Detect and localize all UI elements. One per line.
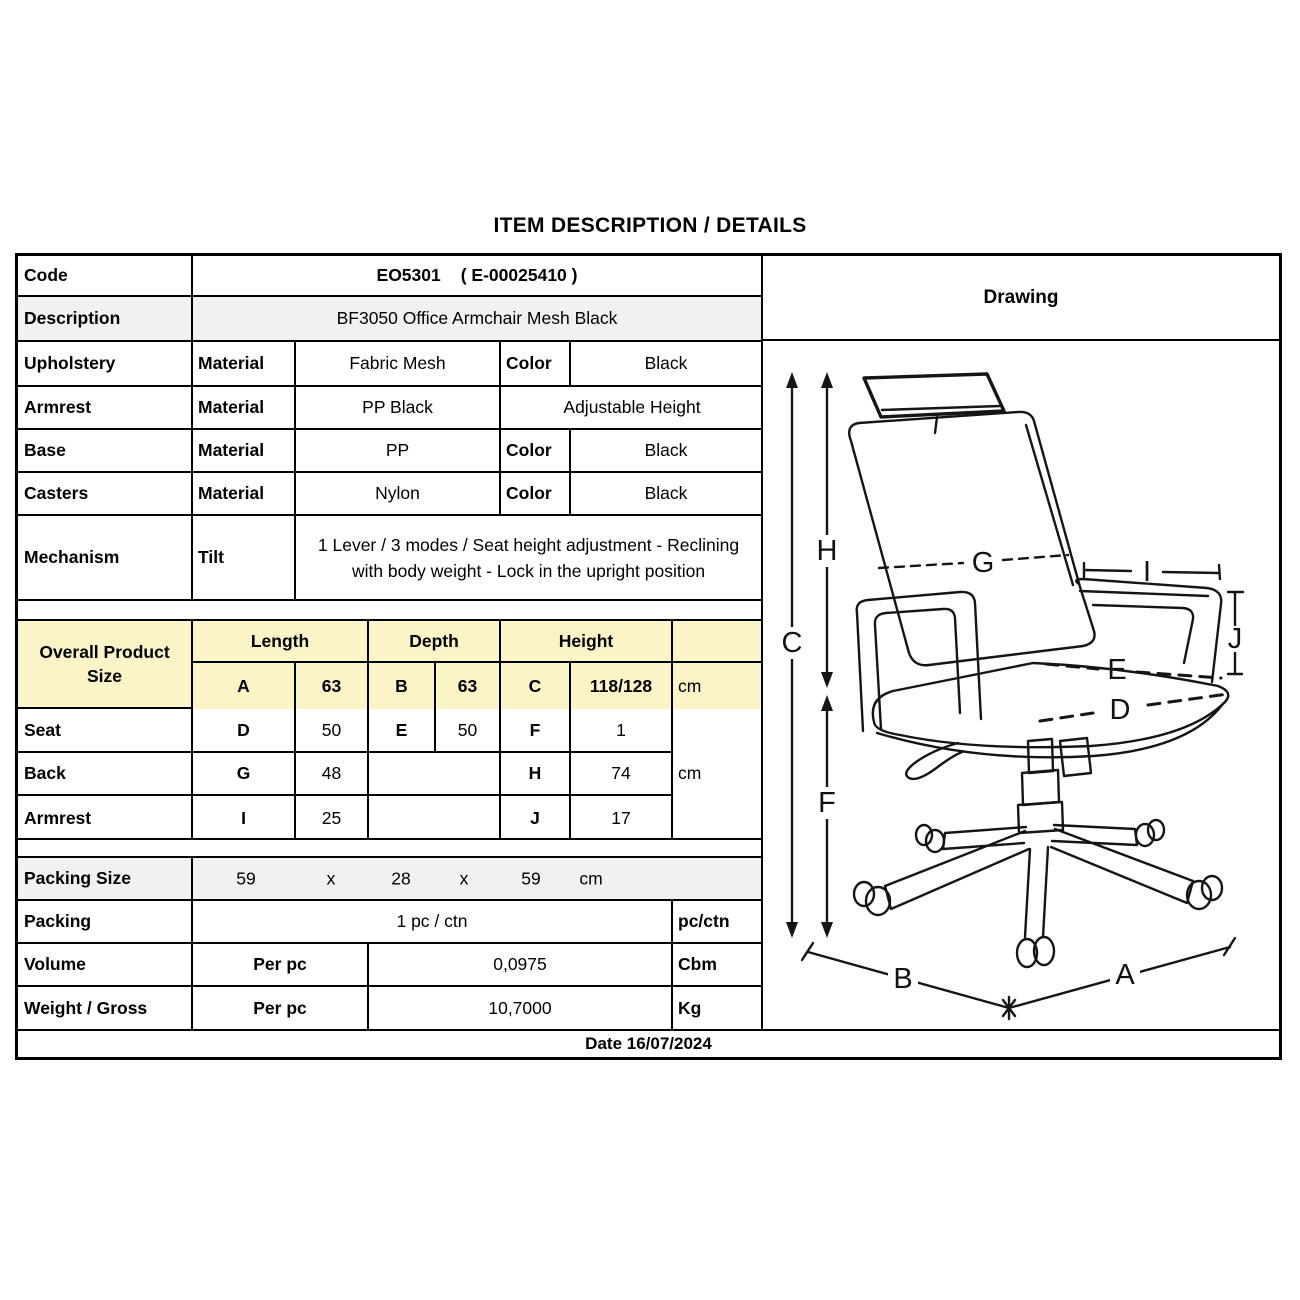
seat-size-row [18, 709, 673, 753]
depth-header: Depth [369, 621, 501, 661]
packing-size-d3: 59 [521, 868, 541, 888]
weight-label: Weight / Gross [18, 987, 193, 1029]
seat-height-key: F [501, 709, 571, 751]
label-F: F [818, 787, 836, 819]
packing-size-d2: 28 [391, 868, 411, 888]
date-row [18, 1029, 1279, 1057]
overall-depth-value: 63 [436, 663, 501, 709]
base-color-value: Black [644, 440, 688, 460]
spec-sheet-frame [15, 253, 1282, 1060]
label-J: J [1227, 623, 1243, 655]
armrest-height-value: 17 [571, 796, 673, 840]
base-color-key: Color [501, 430, 571, 471]
weight-unit: Kg [678, 997, 702, 1018]
casters-color-key: Color [501, 473, 571, 514]
code-value-alt: ( E-00025410 ) [460, 265, 578, 285]
drawing-panel [763, 256, 1279, 1029]
height-header: Height [501, 621, 673, 661]
armrest-size-label: Armrest [18, 796, 193, 840]
back-label: Back [18, 753, 193, 794]
overall-length-key: A [193, 663, 296, 709]
seat-length-key: D [193, 709, 296, 751]
back-height-value: 74 [571, 753, 673, 794]
page-title: ITEM DESCRIPTION / DETAILS [493, 214, 807, 237]
back-length-value: 48 [296, 753, 369, 794]
packing-size-row [18, 858, 761, 901]
chair-technical-drawing [763, 341, 1279, 1029]
packing-size-label: Packing Size [18, 858, 193, 899]
back-depth-empty [369, 753, 501, 794]
weight-value: 10,7000 [369, 987, 673, 1029]
seat-depth-key: E [369, 709, 436, 751]
dimension-line-H [812, 372, 842, 688]
armrest-depth-empty [369, 796, 501, 840]
packing-size-x1: x [326, 868, 336, 888]
volume-value: 0,0975 [369, 944, 673, 985]
base-row [18, 430, 761, 473]
overall-size-unit: cm [678, 675, 702, 696]
code-label: Code [18, 256, 193, 295]
drawing-header: Drawing [763, 256, 1279, 341]
overall-size-row [193, 663, 761, 709]
label-B: B [893, 963, 913, 995]
code-value-main: EO5301 [376, 265, 441, 285]
size-header-columns [193, 621, 761, 707]
seat [873, 663, 1228, 757]
size-dim-header-row [193, 621, 761, 663]
overall-length-value: 63 [296, 663, 369, 709]
dimension-line-D [1040, 694, 1228, 721]
volume-label: Volume [18, 944, 193, 985]
size-header-empty [673, 621, 761, 661]
packing-value: 1 pc / ctn [193, 901, 673, 942]
upholstery-row [18, 342, 761, 387]
armrest-adjustable: Adjustable Height [563, 397, 701, 417]
volume-unit: Cbm [678, 954, 717, 974]
base-label: Base [18, 430, 193, 471]
mechanism-label: Mechanism [18, 516, 193, 599]
mechanism-key: Tilt [193, 516, 296, 599]
base-material-key: Material [193, 430, 296, 471]
upholstery-material-key: Material [193, 342, 296, 385]
seat-label: Seat [18, 709, 193, 751]
armrest-label: Armrest [18, 387, 193, 428]
back-height-key: H [501, 753, 571, 794]
label-G: G [971, 547, 995, 579]
size-detail-unit: cm [678, 763, 702, 783]
packing-size-x2: x [459, 868, 469, 888]
volume-row [18, 944, 761, 987]
sheet-main [18, 256, 1279, 1029]
description-value: BF3050 Office Armchair Mesh Black [336, 308, 618, 328]
overall-height-value: 118/128 [571, 663, 673, 709]
volume-per: Per pc [193, 944, 369, 985]
spacer-row-1 [18, 601, 761, 621]
packing-size-value [193, 858, 761, 899]
mechanism-row [18, 516, 761, 601]
casters-label: Casters [18, 473, 193, 514]
base-material-value: PP [296, 430, 501, 471]
overall-depth-key: B [369, 663, 436, 709]
label-E: E [1107, 654, 1127, 686]
spacer-row-2 [18, 840, 761, 858]
armrest-length-value: 25 [296, 796, 369, 840]
armrest-height-key: J [501, 796, 571, 840]
upholstery-color-key: Color [501, 342, 571, 385]
casters-color-value: Black [644, 483, 688, 503]
upholstery-material-value: Fabric Mesh [296, 342, 501, 385]
length-header: Length [193, 621, 369, 661]
code-value [193, 256, 761, 295]
details-table [18, 256, 763, 1029]
armrest-material-value: PP Black [296, 387, 501, 428]
casters-row [18, 473, 761, 516]
drawing-canvas [763, 341, 1279, 1029]
dimension-line-I [1084, 563, 1220, 579]
back-size-row [18, 753, 673, 796]
date-text: Date 16/07/2024 [585, 1034, 712, 1053]
label-C: C [781, 627, 803, 659]
casters-material-key: Material [193, 473, 296, 514]
armrest-length-key: I [193, 796, 296, 840]
gas-lift [1018, 738, 1091, 833]
armrest-row [18, 387, 761, 430]
right-armrest [1076, 579, 1221, 682]
weight-per: Per pc [193, 987, 369, 1029]
size-detail-rows [18, 709, 673, 838]
casters-material-value: Nylon [296, 473, 501, 514]
overall-height-key: C [501, 663, 571, 709]
back-length-key: G [193, 753, 296, 794]
label-D: D [1109, 694, 1131, 726]
weight-row [18, 987, 761, 1029]
seat-depth-value: 50 [436, 709, 501, 751]
dimension-labels [782, 535, 1243, 995]
armrest-material-key: Material [193, 387, 296, 428]
label-I: I [1142, 556, 1152, 588]
tilt-lever [906, 743, 962, 779]
packing-row [18, 901, 761, 944]
description-label: Description [18, 297, 193, 340]
headrest [864, 374, 1004, 433]
size-header-block [18, 621, 761, 709]
label-H: H [816, 535, 838, 567]
code-row [18, 256, 761, 297]
upholstery-label: Upholstery [18, 342, 193, 385]
mechanism-value: 1 Lever / 3 modes / Seat height adjustment - Reclining with body weight - Lock in the upright position [317, 534, 740, 581]
description-row [18, 297, 761, 342]
seat-height-value: 1 [571, 709, 673, 751]
dimension-line-AB [802, 938, 1235, 1019]
size-detail-block [18, 709, 761, 840]
label-A: A [1115, 959, 1135, 991]
packing-unit: pc/ctn [678, 911, 730, 931]
chair-back [849, 412, 1094, 665]
seat-length-value: 50 [296, 709, 369, 751]
armrest-size-row [18, 796, 673, 840]
packing-size-unit: cm [579, 868, 603, 888]
size-section-label: Overall Product Size [18, 621, 193, 707]
upholstery-color-value: Black [644, 353, 688, 373]
packing-label: Packing [18, 901, 193, 942]
packing-size-d1: 59 [236, 868, 256, 888]
